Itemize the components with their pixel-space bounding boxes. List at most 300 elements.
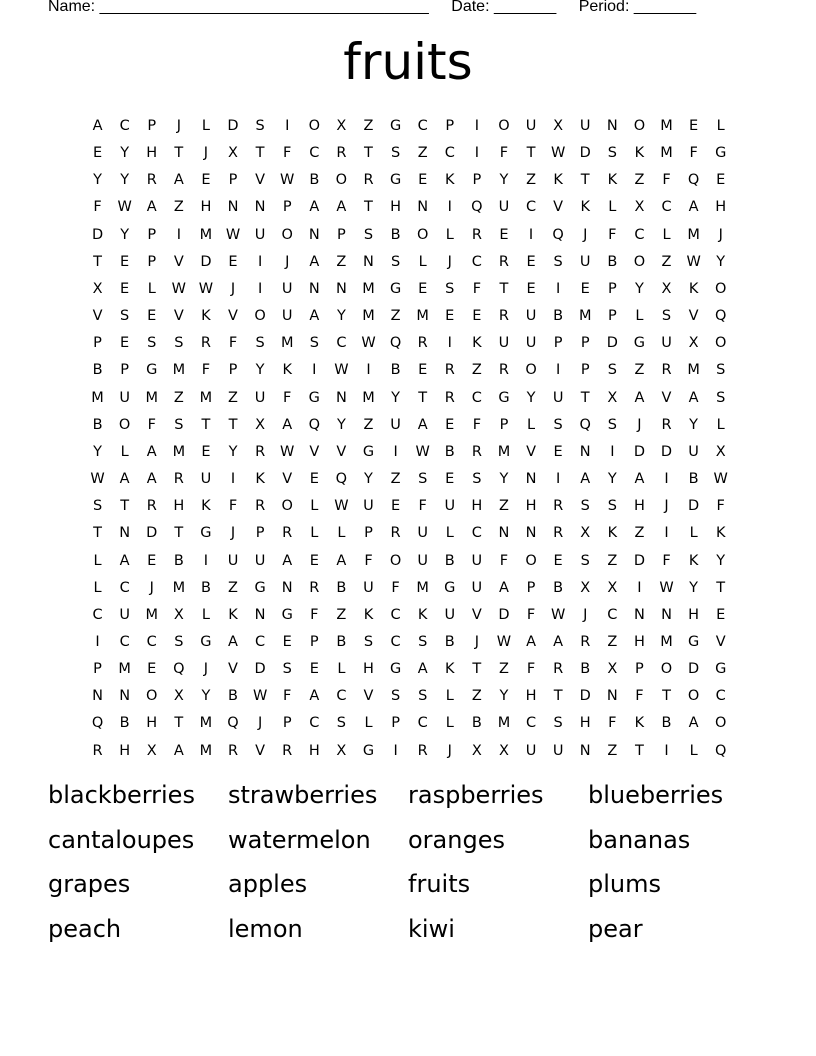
grid-letter: A	[173, 172, 184, 189]
grid-letter: M	[660, 118, 673, 134]
grid-letter: B	[553, 579, 564, 596]
grid-letter: U	[525, 118, 537, 134]
grid-letter: N	[525, 525, 537, 542]
grid-letter: K	[634, 145, 645, 162]
grid-letter: F	[228, 498, 238, 515]
grid-letter: I	[257, 253, 263, 270]
grid-letter: G	[389, 172, 402, 189]
grid-letter: M	[199, 742, 213, 759]
grid-letter: D	[606, 335, 618, 352]
grid-letter: V	[228, 308, 238, 325]
grid-letter: G	[389, 661, 402, 678]
grid-letter: Z	[607, 552, 618, 569]
grid-letter: W	[171, 280, 186, 297]
word-bank	[48, 776, 768, 954]
grid-letter: A	[309, 199, 320, 216]
grid-letter: B	[390, 362, 401, 379]
grid-letter: K	[688, 280, 699, 297]
grid-letter: S	[174, 416, 184, 433]
grid-letter: R	[498, 362, 509, 379]
grid-letter: W	[496, 633, 512, 650]
grid-letter: F	[499, 145, 509, 162]
grid-letter: Y	[255, 362, 265, 379]
grid-letter: Q	[389, 335, 402, 352]
grid-letter: S	[553, 416, 563, 433]
grid-letter: T	[526, 145, 536, 162]
grid-letter: Q	[714, 742, 727, 759]
grid-letter: F	[526, 661, 536, 678]
grid-letter: J	[176, 118, 181, 134]
grid-letter: H	[200, 199, 212, 216]
grid-letter: L	[662, 226, 671, 243]
grid-letter: W	[334, 362, 349, 379]
grid-letter: J	[718, 226, 723, 243]
grid-letter: K	[607, 525, 618, 542]
grid-letter: G	[389, 118, 402, 134]
grid-letter: F	[635, 688, 644, 705]
grid-letter: A	[634, 389, 645, 406]
grid-letter: T	[120, 498, 130, 515]
grid-letter: P	[364, 525, 373, 542]
date-field: Date: _______	[451, 0, 557, 15]
grid-letter: A	[336, 552, 347, 569]
grid-letter: I	[176, 226, 181, 243]
grid-letter: C	[255, 633, 266, 650]
grid-letter: G	[308, 389, 320, 406]
grid-letter: A	[688, 389, 699, 406]
grid-letter: R	[173, 471, 184, 488]
grid-letter: N	[227, 199, 239, 216]
grid-letter: A	[417, 416, 428, 433]
grid-letter: U	[471, 552, 483, 569]
grid-letter: R	[553, 498, 564, 515]
grid-letter: E	[445, 416, 455, 433]
grid-letter: K	[472, 335, 482, 352]
grid-letter: I	[393, 443, 398, 460]
grid-letter: W	[659, 579, 674, 596]
grid-letter: M	[199, 715, 213, 732]
grid-letter: A	[146, 443, 157, 460]
grid-letter: S	[716, 362, 726, 379]
grid-letter: T	[228, 416, 238, 433]
grid-letter: X	[92, 280, 103, 297]
grid-letter: U	[579, 253, 591, 270]
grid-letter: P	[228, 172, 238, 189]
grid-letter: E	[147, 308, 157, 325]
grid-letter: U	[227, 552, 239, 569]
grid-letter: Z	[336, 253, 347, 270]
grid-letter: O	[633, 253, 646, 270]
grid-letter: J	[637, 416, 642, 433]
grid-letter: Y	[526, 389, 536, 406]
grid-letter: T	[255, 145, 265, 162]
grid-letter: P	[255, 525, 265, 542]
grid-letter: Z	[498, 661, 509, 678]
grid-letter: W	[280, 443, 295, 460]
grid-letter: O	[714, 280, 727, 297]
grid-letter: R	[309, 579, 320, 596]
grid-letter: X	[607, 661, 618, 678]
grid-letter: K	[255, 471, 265, 488]
grid-letter: K	[201, 308, 211, 325]
grid-letter: P	[635, 661, 644, 678]
grid-letter: Y	[120, 226, 130, 243]
grid-letter: T	[472, 661, 482, 678]
grid-letter: O	[389, 552, 402, 569]
grid-letter: Y	[689, 416, 699, 433]
grid-letter: U	[498, 335, 510, 352]
grid-letter: V	[363, 688, 374, 705]
grid-letter: G	[146, 362, 158, 379]
grid-letter: O	[118, 416, 131, 433]
grid-letter: P	[309, 633, 319, 650]
grid-letter: I	[366, 362, 371, 379]
grid-letter: U	[200, 471, 212, 488]
grid-letter: V	[92, 308, 103, 325]
grid-letter: T	[201, 416, 211, 433]
grid-letter: E	[689, 118, 699, 134]
grid-letter: U	[498, 199, 510, 216]
grid-letter: U	[363, 579, 374, 596]
word-bank-item: raspberries	[408, 781, 544, 809]
grid-letter: F	[283, 389, 292, 406]
grid-letter: S	[174, 633, 184, 650]
grid-letter: E	[92, 145, 103, 162]
word-bank-item: peach	[48, 914, 122, 943]
grid-letter: N	[281, 579, 293, 596]
grid-letter: E	[228, 253, 238, 270]
grid-letter: C	[309, 145, 320, 162]
grid-letter: F	[283, 688, 292, 705]
grid-letter: V	[715, 633, 726, 650]
grid-letter: U	[254, 226, 266, 243]
grid-letter: T	[716, 579, 726, 596]
grid-letter: W	[713, 471, 728, 488]
grid-letter: W	[225, 226, 241, 243]
grid-letter: W	[550, 145, 566, 162]
grid-letter: N	[308, 226, 320, 243]
grid-letter: U	[471, 579, 483, 596]
grid-letter: R	[146, 172, 157, 189]
grid-letter: P	[228, 362, 238, 379]
grid-letter: M	[497, 443, 511, 460]
grid-letter: H	[688, 606, 700, 623]
grid-letter: A	[336, 199, 347, 216]
grid-letter: D	[200, 253, 212, 270]
word-bank-item: blueberries	[588, 781, 724, 809]
grid-letter: U	[579, 118, 591, 134]
grid-letter: N	[579, 742, 591, 759]
grid-letter: T	[93, 253, 102, 270]
grid-letter: O	[498, 118, 510, 134]
grid-letter: T	[364, 199, 373, 216]
grid-letter: W	[415, 443, 430, 460]
grid-letter: B	[444, 633, 455, 650]
grid-letter: Y	[499, 172, 509, 189]
grid-letter: R	[553, 525, 564, 542]
grid-letter: Q	[227, 715, 239, 732]
grid-letter: F	[526, 606, 536, 623]
word-bank-item: pear	[588, 914, 643, 943]
grid-letter: A	[309, 308, 320, 325]
grid-letter: X	[580, 579, 591, 596]
grid-letter: R	[255, 498, 266, 515]
grid-letter: N	[308, 280, 320, 297]
grid-letter: W	[198, 280, 214, 297]
period-field: Period: _______	[578, 0, 697, 15]
grid-letter: K	[607, 172, 618, 189]
word-search-grid	[84, 113, 734, 765]
word-bank-item: fruits	[408, 870, 471, 898]
grid-letter: V	[309, 443, 320, 460]
grid-letter: B	[688, 471, 699, 488]
grid-letter: N	[254, 606, 266, 623]
grid-letter: M	[280, 335, 294, 352]
grid-letter: X	[634, 199, 645, 216]
grid-letter: W	[280, 172, 295, 189]
grid-letter: L	[635, 308, 644, 325]
grid-letter: X	[255, 416, 266, 433]
grid-letter: D	[146, 525, 158, 542]
grid-letter: R	[661, 416, 672, 433]
grid-letter: N	[92, 688, 103, 705]
grid-letter: D	[688, 661, 700, 678]
grid-letter: N	[335, 389, 347, 406]
grid-letter: N	[633, 606, 645, 623]
grid-letter: N	[525, 471, 537, 488]
grid-letter: S	[553, 253, 563, 270]
grid-letter: Y	[120, 145, 130, 162]
grid-letter: A	[119, 471, 130, 488]
grid-letter: Q	[579, 416, 591, 433]
grid-letter: I	[664, 525, 669, 542]
grid-letter: L	[147, 280, 156, 297]
grid-letter: Y	[364, 471, 373, 488]
grid-letter: U	[552, 389, 564, 406]
grid-letter: I	[556, 362, 561, 379]
grid-letter: P	[120, 362, 130, 379]
grid-letter: L	[445, 226, 454, 243]
grid-letter: S	[580, 552, 590, 569]
grid-letter: G	[254, 579, 266, 596]
grid-letter: N	[579, 443, 591, 460]
grid-letter: V	[228, 661, 238, 678]
grid-letter: T	[93, 525, 102, 542]
grid-letter: T	[174, 525, 184, 542]
grid-letter: X	[715, 443, 726, 460]
word-bank-item: grapes	[48, 870, 131, 898]
grid-letter: T	[580, 172, 590, 189]
grid-letter: O	[335, 172, 348, 189]
grid-letter: E	[120, 253, 130, 270]
grid-letter: P	[282, 199, 292, 216]
grid-letter: F	[147, 416, 156, 433]
grid-letter: R	[363, 172, 374, 189]
grid-letter: C	[336, 688, 347, 705]
grid-letter: E	[201, 172, 211, 189]
grid-letter: G	[444, 579, 456, 596]
grid-letter: P	[472, 172, 482, 189]
grid-letter: C	[309, 715, 320, 732]
grid-letter: O	[416, 226, 429, 243]
grid-letter: O	[633, 118, 646, 134]
grid-letter: I	[447, 335, 452, 352]
grid-letter: J	[583, 226, 588, 243]
grid-letter: E	[553, 552, 563, 569]
grid-letter: D	[579, 688, 591, 705]
grid-letter: Z	[607, 633, 618, 650]
grid-letter: A	[119, 552, 130, 569]
grid-letter: Z	[363, 416, 374, 433]
grid-letter: W	[550, 606, 566, 623]
grid-letter: B	[119, 715, 130, 732]
word-bank-item: strawberries	[228, 781, 378, 809]
grid-letter: J	[583, 606, 588, 623]
grid-letter: B	[309, 172, 320, 189]
grid-letter: S	[445, 280, 455, 297]
grid-letter: L	[445, 688, 454, 705]
grid-letter: S	[607, 362, 617, 379]
grid-letter: C	[390, 606, 401, 623]
grid-letter: R	[200, 335, 211, 352]
grid-letter: R	[255, 443, 266, 460]
grid-letter: R	[282, 525, 293, 542]
grid-letter: P	[580, 362, 590, 379]
grid-letter: Z	[634, 362, 645, 379]
grid-letter: S	[553, 715, 563, 732]
grid-letter: G	[200, 525, 212, 542]
grid-letter: V	[255, 172, 266, 189]
grid-letter: A	[282, 552, 293, 569]
grid-letter: F	[499, 552, 509, 569]
grid-letter: C	[390, 633, 401, 650]
grid-letter: H	[633, 498, 645, 515]
grid-letter: E	[716, 606, 726, 623]
grid-letter: C	[119, 579, 130, 596]
grid-letter: Q	[471, 199, 483, 216]
grid-letter: U	[444, 606, 456, 623]
grid-letter: P	[526, 579, 536, 596]
grid-letter: E	[418, 172, 428, 189]
grid-letter: R	[227, 742, 239, 759]
grid-letter: B	[92, 416, 103, 433]
student-info-header	[48, 0, 768, 16]
grid-letter: P	[147, 226, 157, 243]
grid-letter: A	[688, 715, 699, 732]
grid-letter: Y	[634, 280, 644, 297]
grid-letter: Z	[634, 525, 645, 542]
grid-letter: O	[660, 661, 673, 678]
grid-letter: A	[92, 118, 103, 134]
grid-letter: D	[579, 145, 591, 162]
grid-letter: J	[149, 579, 154, 596]
grid-letter: X	[607, 579, 618, 596]
grid-letter: Z	[173, 389, 184, 406]
grid-letter: A	[553, 633, 564, 650]
grid-letter: H	[146, 715, 158, 732]
grid-letter: B	[336, 579, 347, 596]
grid-letter: B	[228, 688, 238, 705]
grid-letter: P	[445, 118, 455, 134]
grid-letter: R	[553, 661, 564, 678]
grid-letter: D	[227, 118, 239, 134]
grid-letter: Q	[173, 661, 185, 678]
grid-letter: M	[362, 308, 375, 325]
grid-letter: B	[553, 308, 564, 325]
grid-letter: R	[498, 308, 509, 325]
grid-letter: W	[334, 498, 349, 515]
grid-letter: U	[688, 443, 699, 460]
grid-letter: P	[607, 308, 617, 325]
grid-letter: R	[417, 742, 428, 759]
grid-letter: M	[145, 389, 158, 406]
grid-letter: L	[716, 416, 725, 433]
grid-letter: T	[364, 145, 373, 162]
grid-letter: P	[282, 715, 292, 732]
grid-letter: S	[390, 253, 401, 270]
grid-letter: C	[119, 118, 130, 134]
grid-letter: Q	[335, 471, 348, 488]
grid-letter: C	[417, 118, 428, 134]
grid-letter: S	[418, 471, 428, 488]
grid-letter: X	[498, 742, 509, 759]
grid-letter: U	[254, 552, 266, 569]
grid-letter: E	[499, 226, 509, 243]
grid-letter: E	[309, 661, 319, 678]
grid-letter: U	[119, 606, 130, 623]
grid-letter: E	[309, 471, 319, 488]
grid-letter: J	[230, 280, 236, 297]
grid-letter: P	[607, 280, 617, 297]
grid-letter: I	[637, 579, 642, 596]
grid-letter: I	[474, 145, 479, 162]
grid-letter: J	[285, 253, 290, 270]
grid-letter: D	[254, 661, 266, 678]
grid-letter: U	[363, 498, 374, 515]
grid-letter: N	[119, 688, 131, 705]
grid-letter: N	[661, 606, 672, 623]
grid-letter: O	[525, 362, 537, 379]
grid-letter: E	[580, 280, 590, 297]
grid-letter: F	[283, 145, 292, 162]
grid-letter: Z	[634, 172, 645, 189]
grid-letter: D	[688, 498, 700, 515]
grid-letter: L	[445, 525, 454, 542]
grid-letter: C	[92, 606, 103, 623]
grid-letter: T	[662, 688, 671, 705]
grid-letter: K	[553, 172, 563, 189]
grid-letter: G	[389, 280, 402, 297]
grid-letter: G	[687, 633, 700, 650]
grid-letter: R	[444, 362, 455, 379]
grid-letter: G	[498, 389, 510, 406]
grid-letter: J	[203, 145, 209, 162]
word-bank-item: oranges	[408, 825, 505, 854]
grid-letter: S	[607, 498, 617, 515]
grid-letter: A	[228, 633, 238, 650]
grid-letter: V	[282, 471, 293, 488]
grid-letter: A	[688, 199, 699, 216]
grid-letter: I	[556, 280, 561, 297]
grid-letter: M	[172, 443, 186, 460]
grid-letter: I	[610, 443, 615, 460]
grid-letter: C	[661, 199, 672, 216]
grid-letter: X	[336, 742, 347, 759]
grid-letter: A	[146, 199, 157, 216]
grid-letter: L	[337, 525, 346, 542]
grid-letter: Y	[499, 471, 509, 488]
grid-letter: K	[580, 199, 590, 216]
